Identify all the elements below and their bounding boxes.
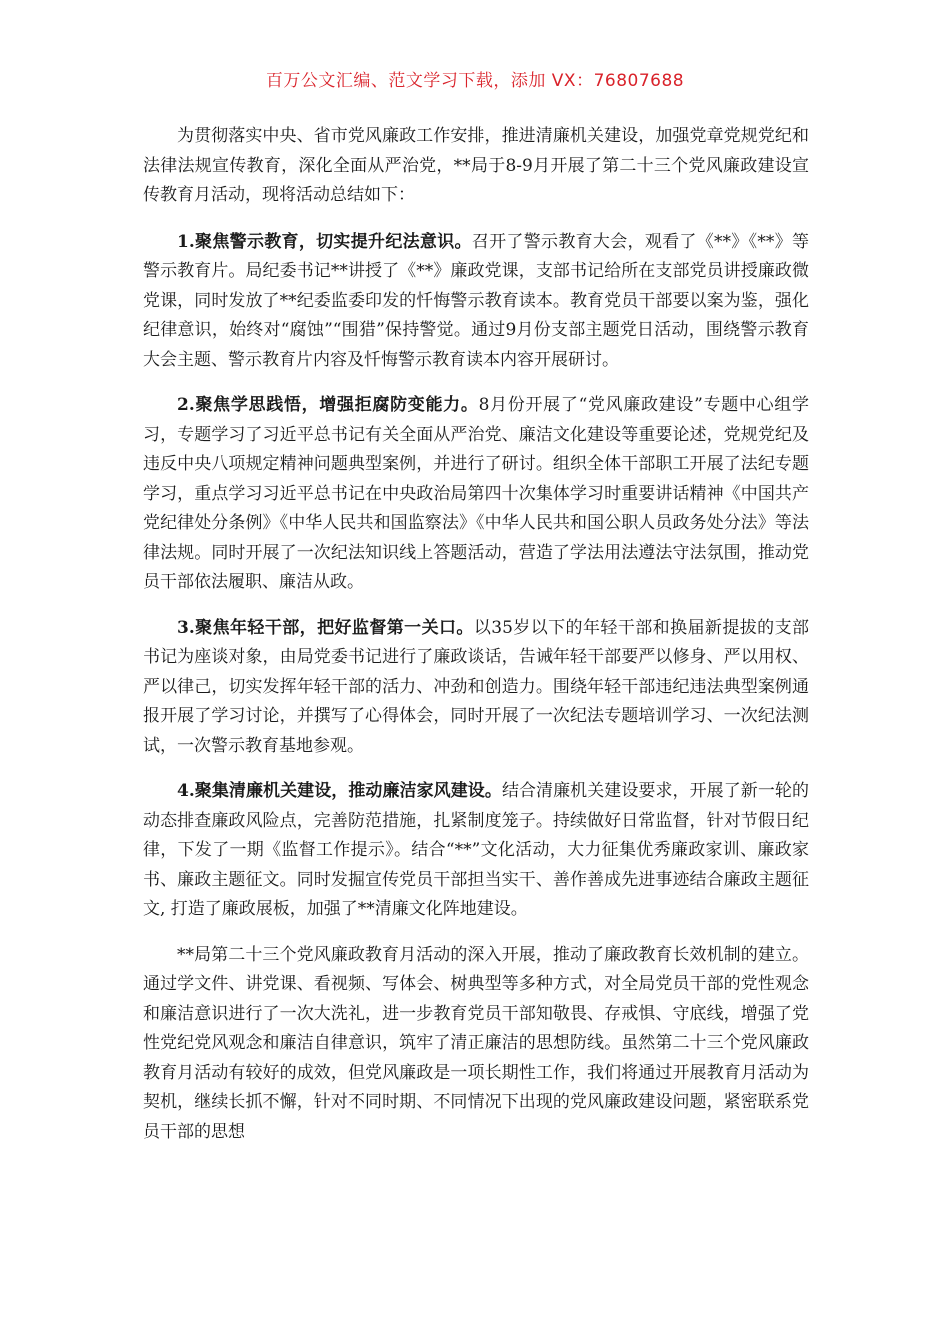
section-paragraph-3 <box>143 614 809 762</box>
document-body <box>143 122 809 1163</box>
section-paragraph-2 <box>143 391 809 598</box>
conclusion-paragraph: **局第二十三个党风廉政教育月活动的深入开展，推动了廉政教育长效机制的建立。通过学文件、讲党课、看视频、写体会、树典型等多种方式，对全局党员干部的党性观念和廉洁意识进行了一次大洗礼，进一步教育党员干部知敬畏、存戒惧、守底线，增强了党性党纪党风观念和廉洁自律意识，筑牢了清正廉洁的思想防线。虽然第二十三个党风廉政教育月活动有较好的成效，但党风廉政是一项长期性工作，我们将通过开展教育月活动为契机，继续长抓不懈，针对不同时期、不同情况下出现的党风廉政建设问题，紧密联系党员干部的思想 <box>143 944 809 1142</box>
header-banner: 百万公文汇编、范文学习下载，添加 VX：76807688 <box>265 71 685 91</box>
section-heading-4: 4.聚集清廉机关建设，推动廉洁家风建设。 <box>177 781 502 801</box>
section-body-3: 以35岁以下的年轻干部和换届新提拔的支部书记为座谈对象，由局党委书记进行了廉政谈话，告诫年轻干部要严以修身、严以用权、严以律己，切实发挥年轻干部的活力、冲劲和创造力。围绕年轻干部违纪违法典型案例通报开展了学习讨论，并撰写了心得体会，同时开展了一次纪法专题培训学习、一次纪法测试，一次警示教育基地参观。 <box>143 617 809 756</box>
section-heading-1: 1.聚焦警示教育，切实提升纪法意识。 <box>177 231 472 252</box>
section-body-4: 结合清廉机关建设要求，开展了新一轮的动态排查廉政风险点，完善防范措施，扎紧制度笼子。持续做好日常监督，针对节假日纪律，下发了一期《监督工作提示》。结合“**”文化活动，大力征集优秀廉政家训、廉政家书、廉政主题征文。同时发掘宣传党员干部担当实干、善作善成先进事迹结合廉政主题征文, 打造了廉政展板，加强了**清廉文化阵地建设。 <box>143 781 809 919</box>
section-heading-2: 2.聚焦学思践悟，增强拒腐防变能力。 <box>177 395 479 415</box>
section-paragraph-4 <box>143 777 809 925</box>
section-paragraph-1 <box>143 228 809 376</box>
section-body-2: 8月份开展了“党风廉政建设”专题中心组学习，专题学习了习近平总书记有关全面从严治党、廉洁文化建设等重要论述，党规党纪及违反中央八项规定精神问题典型案例，并进行了研讨。组织全体干部职工开展了法纪专题学习，重点学习习近平总书记在中央政治局第四十次集体学习时重要讲话精神《中国共产党纪律处分条例》《中华人民共和国监察法》《中华人民共和国公职人员政务处分法》等法律法规。同时开展了一次纪法知识线上答题活动，营造了学法用法遵法守法氛围，推动党员干部依法履职、廉洁从政。 <box>143 395 809 592</box>
section-body-1: 召开了警示教育大会，观看了《**》《**》等警示教育片。局纪委书记**讲授了《**》廉政党课，支部书记给所在支部党员讲授廉政微党课，同时发放了**纪委监委印发的忏悔警示教育读本。教育党员干部要以案为鉴，强化纪律意识，始终对“腐蚀”“围猎”保持警觉。通过9月份支部主题党日活动，围绕警示教育大会主题、警示教育片内容及忏悔警示教育读本内容开展研讨。 <box>143 231 810 370</box>
section-heading-3: 3.聚焦年轻干部，把好监督第一关口。 <box>177 617 474 638</box>
intro-paragraph: 为贯彻落实中央、省市党风廉政工作安排，推进清廉机关建设，加强党章党规党纪和法律法规宣传教育，深化全面从严治党，**局于8-9月开展了第二十三个党风廉政建设宣传教育月活动，现将活动总结如下： <box>143 126 809 205</box>
